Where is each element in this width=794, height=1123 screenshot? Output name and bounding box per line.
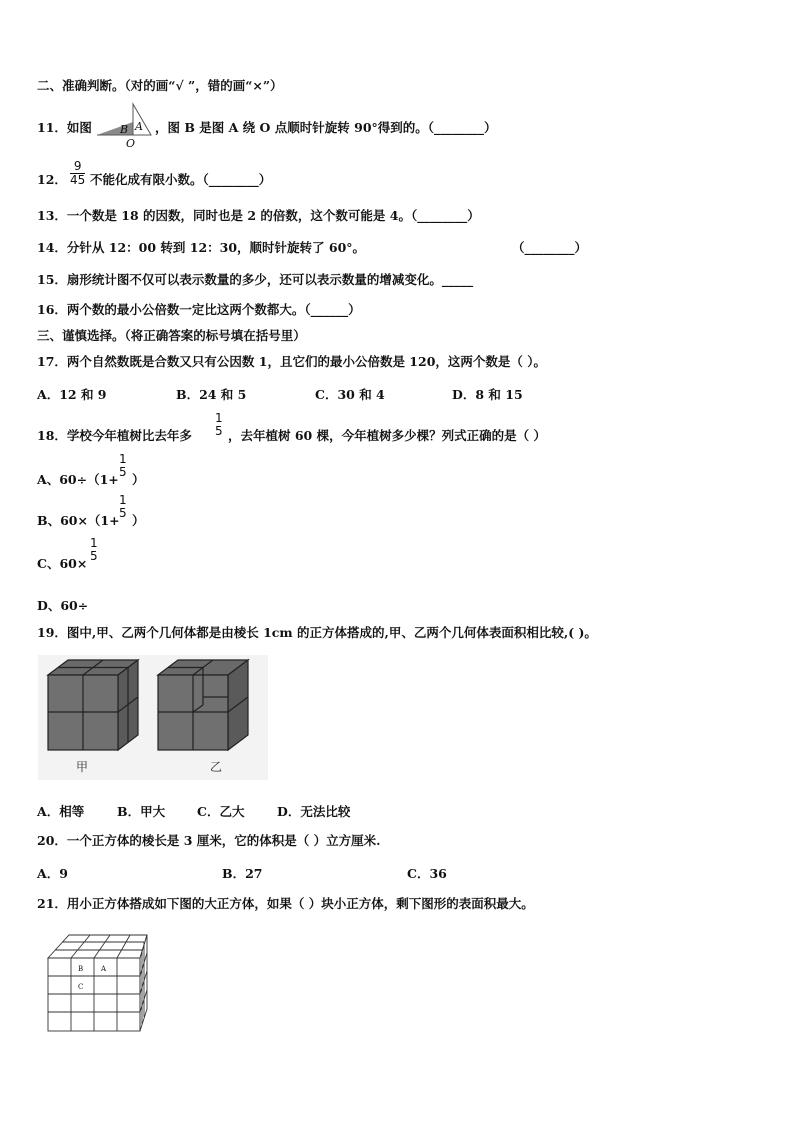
option-c-expression: C、60× [37, 556, 88, 571]
section-2-heading: 二、准确判断。（对的画“√ ”，错的画“×”） [37, 78, 283, 93]
question-19: 19．图中,甲、乙两个几何体都是由棱长 1cm 的正方体搭成的,甲、乙两个几何体表面积相比较,( )。 [37, 625, 597, 640]
solid-yi [158, 660, 248, 750]
fraction-numerator: 1 [215, 411, 223, 425]
rotation-figure [93, 102, 155, 148]
q18-option-d[interactable]: D、60÷ [37, 598, 89, 613]
q19-option-d[interactable]: D．无法比较 [277, 804, 351, 819]
fraction-denominator: 5 [215, 424, 223, 438]
q17-option-d[interactable]: D．8 和 15 [452, 387, 523, 402]
fraction-numerator: 9 [73, 159, 82, 173]
label-o: O [126, 137, 136, 148]
question-12-prefix: 12． [37, 172, 67, 187]
question-11-text: ，图 B 是图 A 绕 O 点顺时针旋转 90°得到的。（________） [155, 120, 497, 135]
q17-option-a[interactable]: A．12 和 9 [37, 387, 107, 402]
cell-label-b: B [78, 965, 84, 973]
question-16: 16．两个数的最小公倍数一定比这两个数都大。（______） [37, 302, 361, 317]
q19-figures [38, 655, 268, 780]
question-14: 14．分针从 12：00 转到 12：30，顺时针旋转了 60°。 [37, 240, 366, 255]
fraction-denominator: 5 [119, 465, 127, 479]
fraction-denominator: 5 [90, 549, 98, 563]
fraction-denominator: 5 [119, 506, 127, 520]
question-17: 17．两个自然数既是合数又只有公因数 1，且它们的最小公倍数是 120，这两个数是（ ）。 [37, 354, 546, 369]
q17-option-c[interactable]: C．30 和 4 [315, 387, 385, 402]
question-18-prefix: 18．学校今年植树比去年多 [37, 428, 192, 443]
q20-option-a[interactable]: A．9 [37, 866, 68, 881]
q21-cube-figure [45, 932, 150, 1034]
label-b: B [120, 123, 129, 136]
cell-label-c: C [78, 983, 84, 991]
q20-option-c[interactable]: C．36 [407, 866, 447, 881]
question-21: 21．用小正方体搭成如下图的大正方体，如果（ ）块小正方体，剩下图形的表面积最大。 [37, 896, 534, 911]
section-3-heading: 三、谨慎选择。（将正确答案的标号填在括号里） [37, 328, 306, 343]
solid-jia [48, 660, 138, 750]
fraction-denominator: 45 [70, 173, 86, 187]
question-18-text: ，去年植树 60 棵，今年植树多少棵？列式正确的是（ ） [228, 428, 546, 443]
fraction-numerator: 1 [119, 452, 127, 466]
question-13: 13．一个数是 18 的因数，同时也是 2 的倍数，这个数可能是 4。（________） [37, 208, 480, 223]
label-a: A [135, 120, 143, 133]
q19-option-a[interactable]: A．相等 [37, 804, 85, 819]
q18-option-a-close: ） [132, 472, 145, 487]
option-a-expression: A、60÷（1+ [37, 472, 119, 487]
q18-fraction-1-5 [215, 412, 223, 438]
q18-option-c-fraction [90, 537, 98, 563]
fraction-numerator: 1 [90, 536, 98, 550]
q18-option-b-close: ） [132, 513, 145, 528]
q20-option-b[interactable]: B．27 [222, 866, 263, 881]
question-14-blank: （________） [512, 240, 588, 255]
label-jia: 甲 [76, 760, 89, 774]
question-11-prefix: 11．如图 [37, 120, 92, 135]
q19-option-c[interactable]: C．乙大 [197, 804, 245, 819]
fraction-9-45 [70, 160, 85, 187]
q19-option-b[interactable]: B．甲大 [117, 804, 166, 819]
q18-option-a-fraction [119, 453, 127, 479]
question-15: 15．扇形统计图不仅可以表示数量的多少，还可以表示数量的增减变化。_____ [37, 272, 474, 287]
option-b-expression: B、60×（1+ [37, 513, 120, 528]
question-12-text: 不能化成有限小数。（________） [90, 172, 272, 187]
question-20: 20．一个正方体的棱长是 3 厘米，它的体积是（ ）立方厘米. [37, 833, 381, 848]
q18-option-b[interactable] [37, 511, 120, 529]
q18-option-c[interactable] [37, 554, 87, 572]
q17-option-b[interactable]: B．24 和 5 [176, 387, 247, 402]
fraction-numerator: 1 [119, 493, 127, 507]
label-yi: 乙 [210, 760, 223, 774]
cell-label-a: A [101, 965, 107, 973]
q18-option-a[interactable] [37, 470, 119, 488]
q18-option-b-fraction [119, 494, 127, 520]
